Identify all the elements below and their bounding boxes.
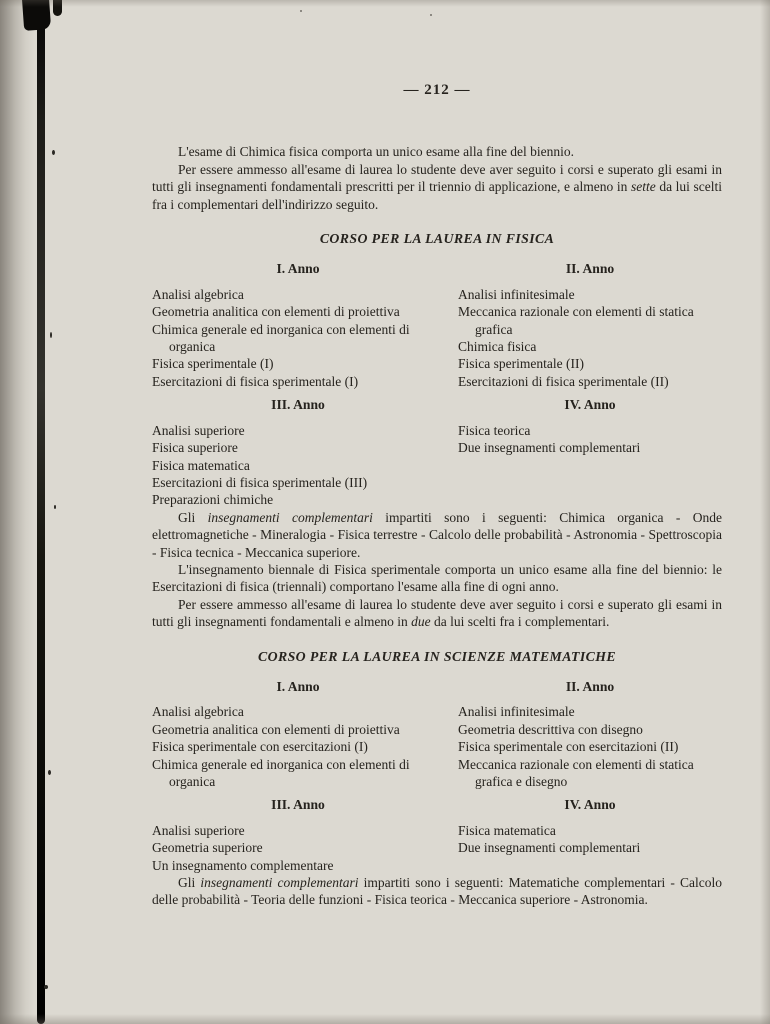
year-heading: II. Anno [565, 678, 615, 694]
scan-binding-line-artifact [37, 0, 45, 1024]
column-fisica-year3 [152, 390, 444, 508]
paragraph-text: Per essere ammesso all'esame di laurea lo studente deve aver seguito i corsi e superato gli esami in tutti gli insegnamenti fondamentali prescritti per il triennio di applicazione, e almeno in [152, 161, 722, 195]
year-heading: II. Anno [565, 261, 615, 277]
course-item: Fisica sperimentale con esercitazioni (I) [152, 739, 368, 755]
paragraph-text: impartiti sono i seguenti: Chimica organica - Onde elettromagnetiche - Mineralogia - Fisica terrestre - Calcolo delle probabilità - Astronomia - Spettroscopia - Fisica tecnica - Meccanica superiore. [152, 509, 722, 560]
intro-section [152, 143, 722, 213]
course-item: Geometria superiore [152, 840, 263, 856]
course-item: Analisi superiore [152, 822, 245, 838]
year-heading: IV. Anno [564, 397, 616, 413]
course-item: Fisica sperimentale (I) [152, 356, 274, 372]
paragraph-text: da lui scelti fra i complementari. [430, 614, 610, 630]
fisica-years-1-2 [152, 247, 722, 390]
column-matematiche-year4 [444, 790, 722, 874]
scan-speck-artifact [52, 150, 55, 155]
fisica-complementari-paragraph [152, 509, 722, 561]
matematiche-years-3-4 [152, 790, 722, 874]
course-item: Un insegnamento complementare [152, 857, 334, 873]
course-item: Fisica matematica [458, 822, 556, 838]
column-matematiche-year2 [444, 665, 722, 790]
course-item: Due insegnamenti complementari [458, 840, 641, 856]
column-fisica-year1 [152, 247, 444, 390]
course-item: Chimica generale ed inorganica con elementi di organica [152, 321, 410, 355]
page-number: — 212 — [403, 82, 471, 98]
course-item: Fisica sperimentale con esercitazioni (II) [458, 739, 679, 755]
course-item: Esercitazioni di fisica sperimentale (I) [152, 373, 359, 389]
paragraph-text: Gli [178, 875, 201, 891]
course-item: Analisi superiore [152, 422, 245, 438]
course-item: Analisi algebrica [152, 704, 244, 720]
scan-speck-artifact [54, 505, 56, 509]
matematiche-complementari-paragraph [152, 874, 722, 909]
matematiche-years-1-2 [152, 665, 722, 790]
course-item: Meccanica razionale con elementi di statica grafica [458, 304, 694, 337]
paragraph-text: Per essere ammesso all'esame di laurea lo studente deve aver seguito i corsi e superato gli esami in tutti gli insegnamenti fondamentali e almeno in [152, 596, 722, 630]
course-item: Meccanica razionale con elementi di statica grafica e disegno [458, 756, 694, 789]
column-fisica-year2 [444, 247, 722, 390]
column-matematiche-year3 [152, 790, 444, 874]
intro-paragraph-1: L'esame di Chimica fisica comporta un unico esame alla fine del biennio. [178, 144, 575, 160]
scan-speck-artifact [44, 985, 48, 989]
emphasis-text: insegnamenti complementari [200, 875, 359, 891]
year-heading: I. Anno [276, 678, 320, 694]
scan-edge-left-artifact [0, 0, 34, 1024]
scan-edge-right-artifact [760, 0, 770, 1024]
course-item: Esercitazioni di fisica sperimentale (III) [152, 474, 368, 490]
emphasis-text: insegnamenti complementari [207, 509, 373, 525]
scan-edge-bottom-artifact [0, 1014, 770, 1024]
course-item: Due insegnamenti complementari [458, 440, 641, 456]
paragraph-text: da lui scelti fra i complementari dell'indirizzo seguito. [152, 179, 722, 212]
emphasis-text: due [411, 614, 431, 630]
course-title-matematiche: CORSO PER LA LAUREA IN SCIENZE MATEMATICHE [258, 648, 616, 664]
emphasis-text: sette [630, 179, 656, 195]
course-item: Geometria descrittiva con disegno [458, 721, 643, 737]
course-item: Chimica generale ed inorganica con elementi di organica [152, 756, 410, 789]
year-heading: IV. Anno [564, 797, 616, 813]
course-item: Geometria analitica con elementi di proiettiva [152, 304, 400, 320]
course-item: Fisica superiore [152, 440, 238, 456]
fisica-note-paragraph-1: L'insegnamento biennale di Fisica sperimentale comporta un unico esame alla fine del biennio: le Esercitazioni di fisica (triennali) comportano l'esame alla fine di ogni anno. [152, 561, 722, 595]
course-title-fisica: CORSO PER LA LAUREA IN FISICA [319, 231, 555, 247]
scan-speck-artifact [50, 332, 52, 338]
course-item: Geometria analitica con elementi di proiettiva [152, 721, 400, 737]
fisica-years-3-4 [152, 390, 722, 508]
page-content [152, 0, 722, 909]
year-heading: III. Anno [271, 397, 325, 413]
fisica-note-paragraph-2 [152, 596, 722, 631]
intro-paragraph-2 [152, 161, 722, 213]
column-matematiche-year1 [152, 665, 444, 790]
course-item: Analisi infinitesimale [458, 704, 575, 720]
course-item: Esercitazioni di fisica sperimentale (II) [458, 373, 669, 389]
paragraph-text: Gli [178, 509, 208, 525]
column-fisica-year4 [444, 390, 722, 508]
course-item: Fisica matematica [152, 457, 250, 473]
year-heading: I. Anno [276, 261, 320, 277]
course-item: Chimica fisica [458, 339, 537, 355]
course-item: Preparazioni chimiche [152, 492, 274, 508]
paragraph-text: impartiti sono i seguenti: Matematiche complementari - Calcolo delle probabilità - Teoria delle funzioni - Fisica teorica - Meccanica superiore - Astronomia. [152, 875, 722, 908]
course-item: Analisi infinitesimale [458, 286, 575, 302]
year-heading: III. Anno [271, 797, 325, 813]
course-item: Analisi algebrica [152, 286, 244, 302]
course-item: Fisica teorica [458, 422, 531, 438]
scan-speck-artifact [48, 770, 51, 775]
course-item: Fisica sperimentale (II) [458, 356, 584, 372]
